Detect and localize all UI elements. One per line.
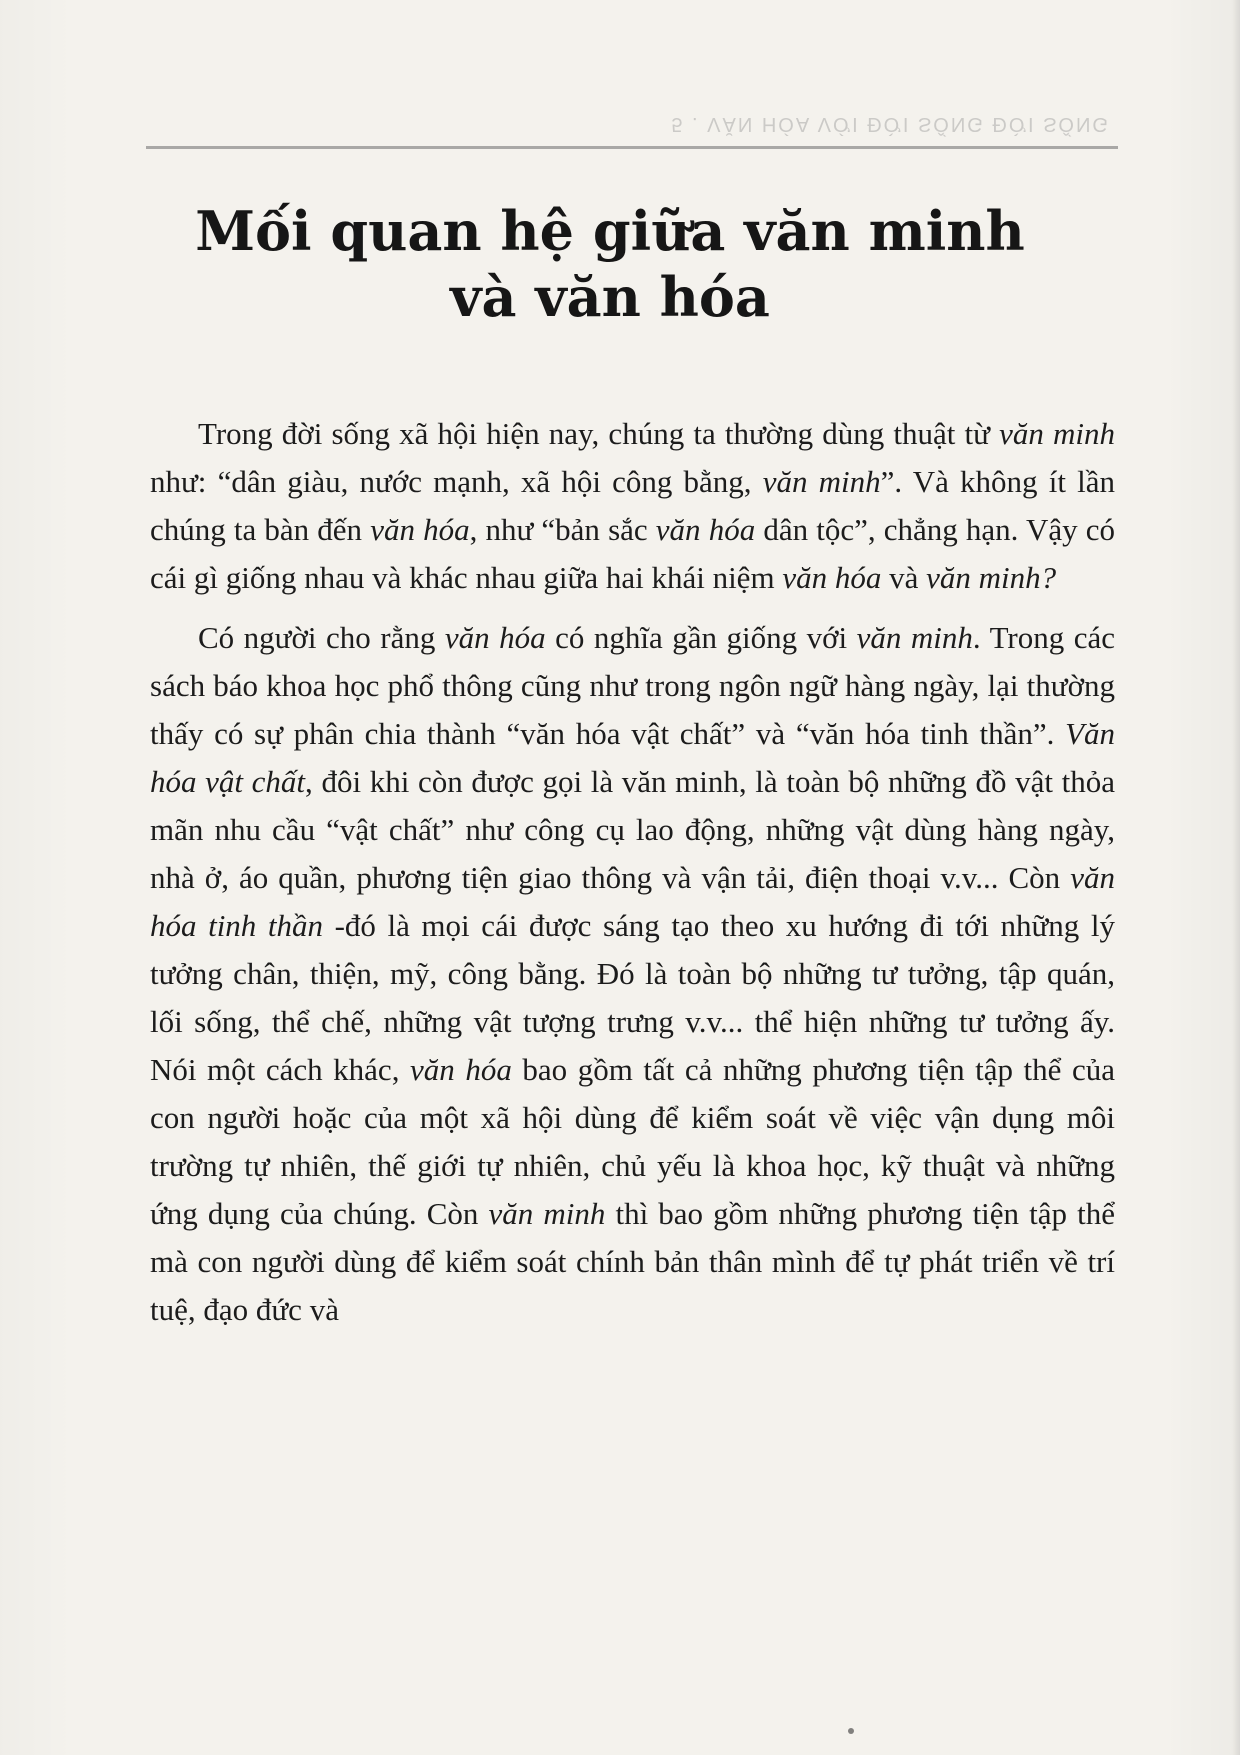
text-run: . Trong các sách báo khoa học phổ thông cũng như trong ngôn ngữ hàng ngày, lại thường thấy có sự phân chia thành “văn hóa vật chất” và “văn hóa tinh thần”.	[150, 620, 1116, 751]
page-edge-shadow	[1232, 0, 1240, 1755]
italic-term: văn minh	[999, 416, 1115, 451]
chapter-title-line-2: và văn hóa	[450, 265, 770, 329]
italic-term: văn minh	[762, 464, 881, 499]
text-run: ”. Và không ít lần chúng ta bàn đến	[150, 464, 1115, 547]
italic-term: văn hóa	[370, 512, 470, 547]
text-run: -đó là mọi cái được sáng tạo theo xu hướng đi tới những lý tưởng chân, thiện, mỹ, công bằng. Đó là toàn bộ những tư tưởng, tập quán, lối sống, thể chế, những vật tượng trưng v.v... thể hiện những tư tưởng ấy. Nói một cách khác,	[150, 908, 1115, 1087]
running-head: 5 . VĂN HÓA VỚI ĐỜI SỐNG ĐỜI SỐNG	[671, 113, 1110, 135]
page-mark	[848, 1728, 854, 1734]
text-run: Có người cho rằng	[198, 620, 445, 655]
italic-term: văn minh?	[926, 560, 1057, 595]
text-run: Trong đời sống xã hội hiện nay, chúng ta thường dùng thuật từ	[198, 416, 1000, 451]
paragraph-2	[150, 614, 1115, 1334]
italic-term: văn minh	[488, 1196, 606, 1231]
text-run: dân tộc”, chẳng hạn. Vậy có cái gì giống nhau và khác nhau giữa hai khái niệm	[150, 512, 1116, 595]
italic-term: văn hóa	[410, 1052, 512, 1087]
body-text	[150, 410, 1115, 1346]
text-run: có nghĩa gần giống với	[545, 620, 857, 655]
italic-term: văn minh	[856, 620, 973, 655]
header-rule	[146, 146, 1118, 149]
italic-term: văn hóa	[655, 512, 756, 547]
text-run: bao gồm tất cả những phương tiện tập thể của con người hoặc của một xã hội dùng để kiểm soát về việc vận dụng môi trường tự nhiên, thế giới tự nhiên, chủ yếu là khoa học, kỹ thuật và những ứng dụng của chúng. Còn	[150, 1052, 1115, 1231]
text-run: thì bao gồm những phương tiện tập thể mà con người dùng để kiểm soát chính bản thân mình để tự phát triển về trí tuệ, đạo đức và	[150, 1196, 1115, 1327]
text-run: như: “dân giàu, nước mạnh, xã hội công bằng,	[150, 464, 763, 499]
italic-term: văn hóa	[782, 560, 882, 595]
text-run: , đôi khi còn được gọi là văn minh, là toàn bộ những đồ vật thỏa mãn nhu cầu “vật chất” như công cụ lao động, những vật dùng hàng ngày, nhà ở, áo quần, phương tiện giao thông và vận tải, điện thoại v.v... Còn	[150, 764, 1115, 895]
italic-term: văn hóa	[444, 620, 546, 655]
chapter-title-line-1: Mối quan hệ giữa văn minh	[195, 199, 1025, 263]
text-run: , như “bản sắc	[469, 512, 656, 547]
text-run: và	[881, 560, 927, 595]
chapter-title	[130, 198, 1090, 330]
italic-term: Văn hóa vật chất	[150, 716, 1115, 799]
paragraph-1	[150, 410, 1115, 602]
italic-term: văn hóa tinh thần	[150, 860, 1115, 943]
